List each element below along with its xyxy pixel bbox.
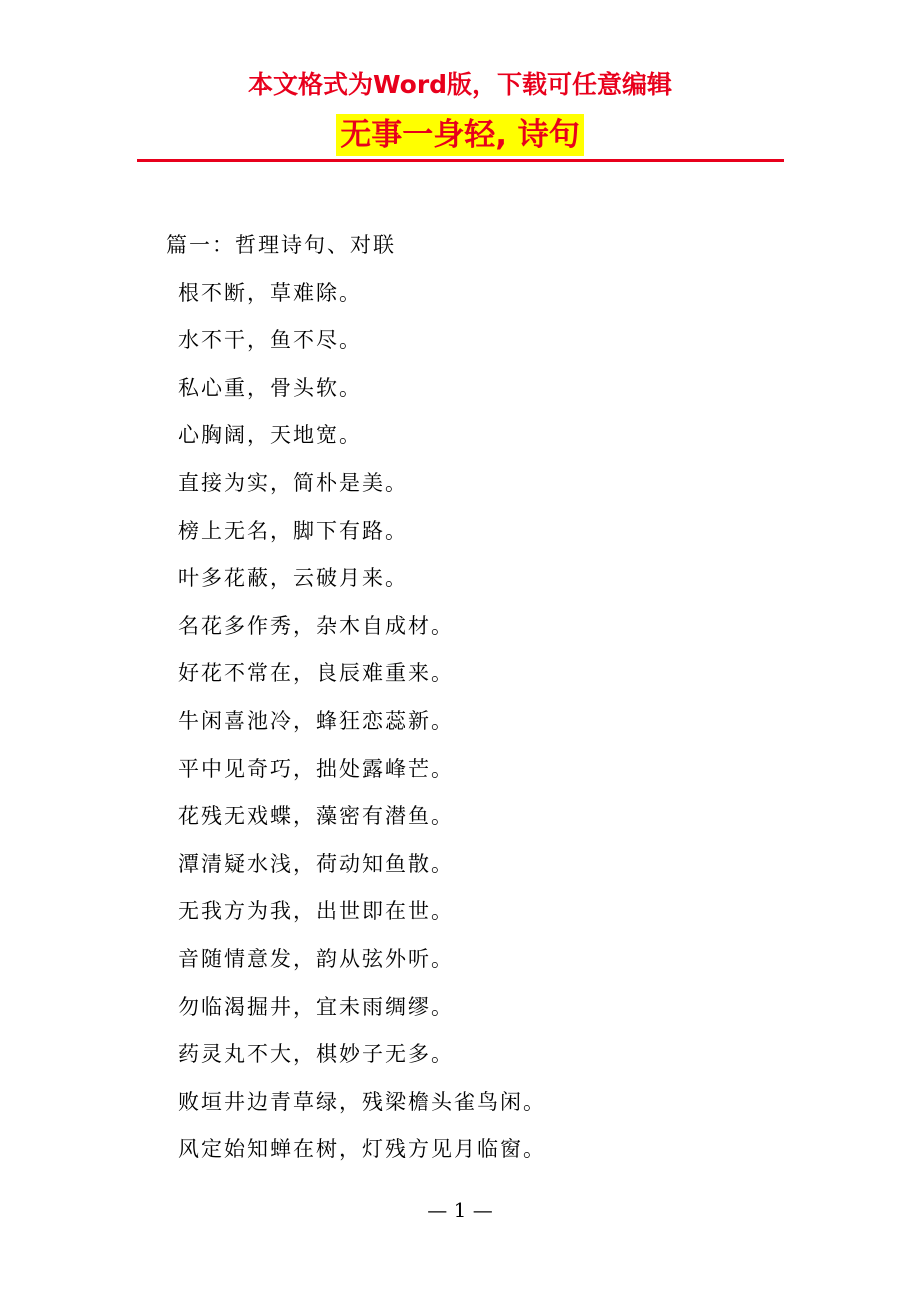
text-line: 平中见奇巧，拙处露峰芒。 (178, 756, 454, 781)
text-line: 直接为实，简朴是美。 (178, 470, 408, 495)
header-divider (137, 159, 784, 162)
page-number: — 1 — (427, 1198, 493, 1222)
format-notice: 本文格式为Word版，下载可任意编辑 (247, 70, 673, 99)
document-body (166, 222, 806, 1174)
text-line: 水不干，鱼不尽。 (178, 328, 362, 353)
text-line: 心胸阔，天地宽。 (178, 423, 362, 448)
text-line: 风定始知蝉在树，灯残方见月临窗。 (178, 1137, 546, 1162)
text-line: 败垣井边青草绿，残梁檐头雀鸟闲。 (178, 1089, 546, 1114)
document-title: 无事一身轻, 诗句 (336, 114, 584, 156)
title-container (0, 114, 920, 156)
text-line: 根不断，草难除。 (178, 280, 362, 305)
text-line: 潭清疑水浅，荷动知鱼散。 (178, 851, 454, 876)
section-heading: 篇一：哲理诗句、对联 (166, 233, 396, 257)
text-line: 药灵丸不大，棋妙子无多。 (178, 1042, 454, 1067)
text-line: 榜上无名，脚下有路。 (178, 518, 408, 543)
text-line: 音随情意发，韵从弦外听。 (178, 946, 454, 971)
text-line: 好花不常在，良辰难重来。 (178, 661, 454, 686)
text-line: 勿临渴掘井，宜未雨绸缪。 (178, 994, 454, 1019)
text-line: 牛闲喜池冷，蜂狂恋蕊新。 (178, 708, 454, 733)
text-line: 无我方为我，出世即在世。 (178, 899, 454, 924)
text-line: 私心重，骨头软。 (178, 375, 362, 400)
text-line: 名花多作秀，杂木自成材。 (178, 613, 454, 638)
text-line: 叶多花蔽，云破月来。 (178, 566, 408, 591)
text-line: 花残无戏蝶，藻密有潜鱼。 (178, 804, 454, 829)
